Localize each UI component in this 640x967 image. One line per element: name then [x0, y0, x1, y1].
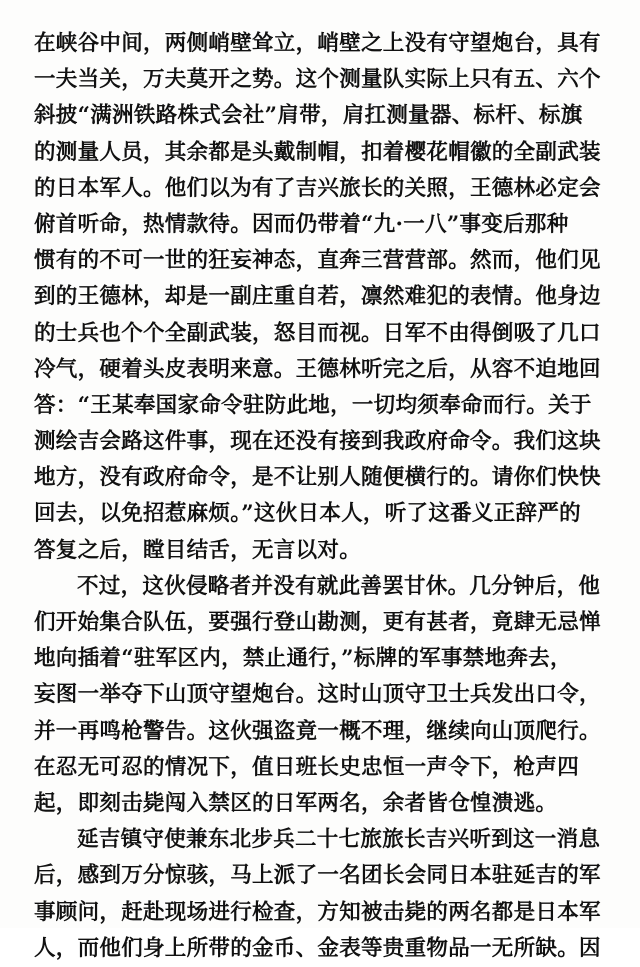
text-line: 在忍无可忍的情况下，值日班长史忠恒一声令下，枪声四	[34, 754, 580, 780]
text-line: 的士兵也个个全副武装，怒目而视。日军不由得倒吸了几口	[34, 320, 601, 346]
text-line: 起，即刻击毙闯入禁区的日军两名，余者皆仓惶溃逃。	[34, 790, 558, 816]
text-line: 测绘吉会路这件事，现在还没有接到我政府命令。我们这块	[34, 429, 601, 455]
text-line: 地向插着“驻军区内，禁止通行，”标牌的军事禁地奔去，	[34, 646, 572, 672]
text-line: 惯有的不可一世的狂妄神态，直奔三营营部。然而，他们见	[34, 248, 601, 274]
text-line: 回去，以免招惹麻烦。”这伙日本人，听了这番义正辞严的	[34, 501, 581, 527]
text-line: 冷气，硬着头皮表明来意。王德林听完之后，从容不迫地回	[34, 356, 601, 382]
text-line: 答：“王某奉国家命令驻防此地，一切均须奉命而行。关于	[34, 392, 592, 418]
text-line: 到的王德林，却是一副庄重自若，凛然难犯的表情。他身边	[34, 284, 601, 310]
paragraph-start-line: 不过，这伙侵略者并没有就此善罢甘休。几分钟后，他	[77, 573, 601, 599]
text-line: 的日本军人。他们以为有了吉兴旅长的关照，王德林必定会	[34, 175, 601, 201]
text-line: 后，感到万分惊骇，马上派了一名团长会同日本驻延吉的军	[34, 863, 601, 889]
text-line: 答复之后，瞠目结舌，无言以对。	[34, 537, 362, 563]
text-line: 俯首听命，热情款待。因而仍带着“九·一八”事变后那种	[34, 211, 569, 237]
text-line: 的测量人员，其余都是头戴制帽，扣着樱花帽徽的全副武装	[34, 139, 601, 165]
text-line: 事顾问，赶赴现场进行检查，方知被击毙的两名都是日本军	[34, 899, 601, 925]
text-line: 一夫当关，万夫莫开之势。这个测量队实际上只有五、六个	[34, 67, 601, 93]
paragraph-start-line: 延吉镇守使兼东北步兵二十七旅旅长吉兴听到这一消息	[77, 827, 601, 853]
text-line: 人，而他们身上所带的金币、金表等贵重物品一无所缺。因	[34, 935, 601, 961]
text-line: 地方，没有政府命令，是不让别人随便横行的。请你们快快	[34, 465, 601, 491]
text-line: 在峡谷中间，两侧峭壁耸立，峭壁之上没有守望炮台，具有	[34, 31, 601, 56]
text-line: 斜披“满洲铁路株式会社”肩带，肩扛测量器、标杆、标旗	[34, 103, 583, 129]
text-line: 妄图一举夺下山顶守望炮台。这时山顶守卫士兵发出口令，	[34, 682, 601, 708]
text-line: 并一再鸣枪警告。这伙强盗竟一概不理，继续向山顶爬行。	[34, 718, 601, 744]
text-line: 们开始集合队伍，要强行登山勘测，更有甚者，竟肆无忌惮	[34, 610, 601, 635]
